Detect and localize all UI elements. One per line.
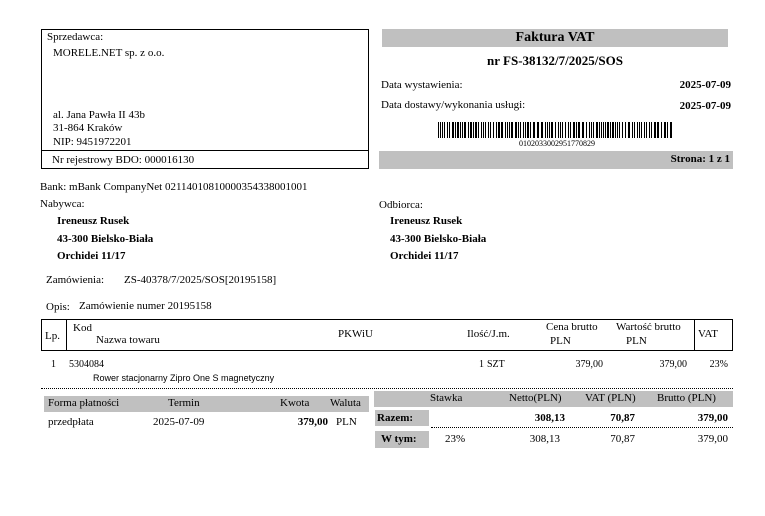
seller-bdo: Nr rejestrowy BDO: 000016130 bbox=[52, 154, 195, 166]
row-name: Rower stacjonarny Zipro One S magnetyczny bbox=[93, 373, 275, 383]
summary-header bbox=[374, 391, 733, 407]
row-code: 5304084 bbox=[69, 359, 104, 370]
buyer-name: Ireneusz Rusek bbox=[57, 215, 130, 227]
col-pkwiu: PKWiU bbox=[338, 328, 374, 340]
bank-account: Bank: mBank CompanyNet 02114010810000354338001001 bbox=[40, 181, 308, 193]
summary-col-net: Netto(PLN) bbox=[509, 392, 562, 404]
payment-col-term: Termin bbox=[168, 397, 200, 409]
invoice-number: nr FS-38132/7/2025/SOS bbox=[487, 53, 623, 68]
row-divider bbox=[41, 388, 733, 389]
order-label: Zamówienia: bbox=[46, 274, 105, 286]
invoice-title: Faktura VAT bbox=[382, 29, 728, 47]
barcode-text: 0102033002951770829 bbox=[519, 139, 595, 148]
recipient-label: Odbiorca: bbox=[379, 199, 423, 211]
delivery-date-label: Data dostawy/wykonania usługi: bbox=[381, 99, 526, 111]
summary-incl-gross: 379,00 bbox=[697, 433, 728, 445]
col-qty: Ilość/J.m. bbox=[467, 328, 510, 340]
col-value-l2: PLN bbox=[626, 335, 647, 347]
summary-col-gross: Brutto (PLN) bbox=[657, 392, 716, 404]
summary-total-net: 308,13 bbox=[534, 412, 565, 424]
payment-col-currency: Waluta bbox=[330, 397, 361, 409]
buyer-city: 43-300 Bielsko-Biała bbox=[57, 233, 154, 245]
payment-form: przedpłata bbox=[48, 416, 94, 428]
summary-incl-label: W tym: bbox=[375, 431, 429, 448]
col-value-l1: Wartość brutto bbox=[616, 321, 681, 333]
payment-currency: PLN bbox=[336, 416, 357, 428]
buyer-label: Nabywca: bbox=[40, 198, 85, 210]
payment-header bbox=[44, 396, 369, 412]
seller-city: 31-864 Kraków bbox=[53, 122, 123, 134]
summary-total-label: Razem: bbox=[375, 410, 429, 426]
seller-box bbox=[41, 29, 369, 169]
payment-col-form: Forma płatności bbox=[48, 397, 120, 409]
col-code: Kod bbox=[73, 322, 92, 334]
payment-term: 2025-07-09 bbox=[153, 416, 205, 428]
seller-label: Sprzedawca: bbox=[47, 31, 104, 43]
row-lp: 1 bbox=[51, 359, 56, 370]
seller-street: al. Jana Pawła II 43b bbox=[53, 109, 145, 121]
barcode-image bbox=[438, 122, 676, 138]
col-price-l1: Cena brutto bbox=[546, 321, 598, 333]
col-name: Nazwa towaru bbox=[96, 334, 160, 346]
summary-incl-vat: 70,87 bbox=[610, 433, 635, 445]
description-label: Opis: bbox=[46, 301, 70, 313]
summary-col-rate: Stawka bbox=[430, 392, 463, 404]
row-unit: SZT bbox=[487, 359, 505, 370]
delivery-date: 2025-07-09 bbox=[679, 100, 731, 112]
recipient-street: Orchidei 11/17 bbox=[390, 250, 459, 262]
order-value: ZS-40378/7/2025/SOS[20195158] bbox=[124, 274, 277, 286]
recipient-name: Ireneusz Rusek bbox=[390, 215, 463, 227]
row-value: 379,00 bbox=[659, 359, 687, 370]
col-price-l2: PLN bbox=[550, 335, 571, 347]
page-indicator: Strona: 1 z 1 bbox=[670, 153, 730, 165]
summary-total-gross: 379,00 bbox=[697, 412, 728, 424]
row-vat: 23% bbox=[709, 359, 728, 370]
description-value: Zamówienie numer 20195158 bbox=[79, 300, 212, 312]
summary-total-vat: 70,87 bbox=[610, 412, 635, 424]
items-table-header bbox=[41, 319, 733, 351]
row-price: 379,00 bbox=[575, 359, 603, 370]
page-bar bbox=[379, 151, 733, 169]
seller-bdo-row bbox=[41, 150, 369, 169]
issue-date-label: Data wystawienia: bbox=[381, 79, 463, 91]
seller-nip: NIP: 9451972201 bbox=[53, 136, 132, 148]
table-row bbox=[41, 353, 733, 385]
buyer-street: Orchidei 11/17 bbox=[57, 250, 126, 262]
summary-incl-net: 308,13 bbox=[529, 433, 560, 445]
summary-col-vat: VAT (PLN) bbox=[585, 392, 636, 404]
seller-name: MORELE.NET sp. z o.o. bbox=[53, 47, 165, 59]
summary-divider bbox=[431, 427, 733, 428]
payment-amount: 379,00 bbox=[297, 416, 328, 428]
issue-date: 2025-07-09 bbox=[679, 79, 731, 91]
col-vat: VAT bbox=[698, 328, 718, 340]
col-lp: Lp. bbox=[45, 330, 60, 342]
payment-col-amount: Kwota bbox=[280, 397, 310, 409]
summary-incl-rate: 23% bbox=[445, 433, 466, 445]
recipient-city: 43-300 Bielsko-Biała bbox=[390, 233, 487, 245]
row-qty: 1 bbox=[479, 359, 484, 370]
